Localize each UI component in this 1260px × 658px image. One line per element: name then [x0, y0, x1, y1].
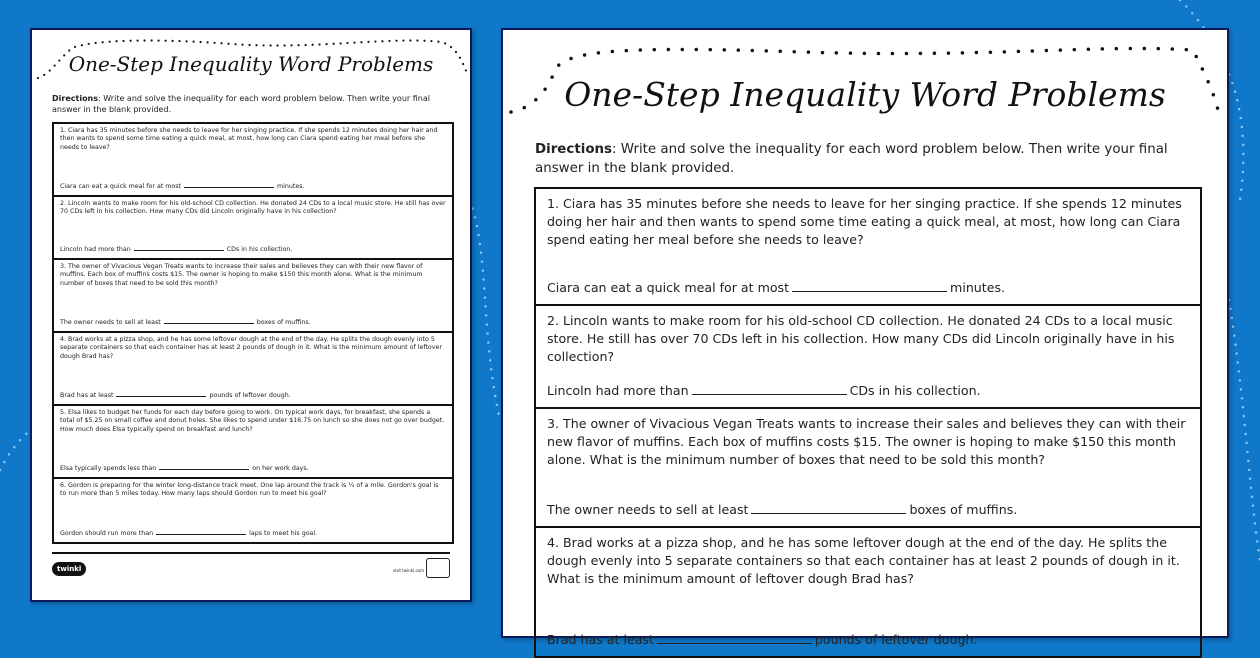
questions-table: [52, 122, 454, 544]
questions-table: [534, 187, 1202, 658]
answer-blank[interactable]: [792, 290, 947, 292]
worksheet-preview-zoomed[interactable]: [501, 28, 1229, 647]
worksheet-title: One-Step Inequality Word Problems: [68, 52, 434, 76]
answer-prefix: Lincoln had more than: [547, 383, 689, 398]
question-row: [54, 197, 452, 260]
answer-blank[interactable]: [184, 186, 274, 188]
answer-prefix: The owner needs to sell at least: [547, 502, 749, 517]
answer-line: [547, 631, 977, 649]
question-text: 1. Ciara has 35 minutes before she needs to leave for her singing practice. If she spends 12 minutes doing her hair and then wants to spend some time eating a quick meal, at most, how long can Ciara spend eating her meal before she needs to leave?: [60, 127, 438, 151]
question-row: [54, 124, 452, 197]
answer-suffix: minutes.: [950, 280, 1006, 295]
answer-blank[interactable]: [657, 642, 812, 644]
answer-prefix: Lincoln had more than: [60, 245, 131, 253]
question-row: [536, 528, 1200, 658]
answer-prefix: Elsa typically spends less than: [60, 464, 157, 472]
question-row: [54, 260, 452, 333]
question-row: [54, 333, 452, 406]
question-text: 1. Ciara has 35 minutes before she needs to leave for her singing practice. If she spends 12 minutes doing her hair and then wants to spend some time eating a quick meal, at most, how long can Ciara spend eating her meal before she needs to leave?: [547, 196, 1182, 247]
directions-text: : Write and solve the inequality for each word problem below. Then write your final answer in the blank provided.: [52, 94, 430, 114]
question-text: 4. Brad works at a pizza shop, and he has some leftover dough at the end of the day. He splits the dough evenly into 5 separate containers so that each container has at least 2 pounds of dough in it. What is the minimum amount of leftover dough Brad has?: [60, 336, 442, 360]
question-text: 6. Gordon is preparing for the winter long-distance track meet. One lap around the track is ¼ of a mile. Gordon's goal is to run more than 5 miles today. How many laps should Gordon run to meet his goal?: [60, 482, 439, 498]
directions-label: Directions: [52, 94, 99, 103]
page-footer: [52, 552, 450, 573]
question-text: 5. Elsa likes to budget her funds for each day before going to work. On typical work days, for breakfast, she spends a total of $5.25 on small coffee and donut holes. She likes to spend under $16.75 on lunch so she does not go over budget. How much does Elsa typically spend on breakfast and lunch?: [60, 409, 445, 433]
answer-line: [60, 465, 309, 473]
answer-suffix: CDs in his collection.: [849, 383, 981, 398]
worksheet-preview-thumbnail[interactable]: [30, 28, 472, 602]
directions-label: Directions: [535, 142, 613, 157]
twinkl-logo: twinkl: [52, 562, 86, 576]
answer-suffix: on her work days.: [252, 464, 309, 472]
answer-prefix: Brad has at least: [547, 632, 654, 647]
answer-prefix: Ciara can eat a quick meal for at most: [60, 182, 182, 190]
worksheet-title: One-Step Inequality Word Problems: [564, 75, 1166, 114]
answer-blank[interactable]: [116, 395, 206, 397]
answer-prefix: The owner needs to sell at least: [60, 318, 161, 326]
question-text: 3. The owner of Vivacious Vegan Treats wants to increase their sales and believes they can with their new flavor of muffins. Each box of muffins costs $15. The owner is hoping to make $150 this month alone. What is the minimum number of boxes that need to be sold this month?: [547, 416, 1186, 467]
question-row: [536, 409, 1200, 528]
directions-text: : Write and solve the inequality for each word problem below. Then write your final answer in the blank provided.: [535, 142, 1168, 176]
answer-blank[interactable]: [164, 322, 254, 324]
answer-suffix: pounds of leftover dough.: [814, 632, 978, 647]
answer-line: [60, 246, 292, 254]
answer-line: [547, 279, 1005, 297]
directions: [52, 94, 450, 116]
answer-line: [60, 530, 317, 538]
answer-line: [60, 392, 291, 400]
answer-prefix: Gordon should run more than: [60, 529, 154, 537]
visit-link-text: visit twinkl.com: [392, 568, 424, 573]
answer-suffix: pounds of leftover dough.: [209, 391, 291, 399]
answer-blank[interactable]: [134, 249, 224, 251]
answer-line: [60, 319, 311, 327]
directions: [535, 140, 1187, 178]
answer-blank[interactable]: [156, 533, 246, 535]
question-row: [54, 406, 452, 479]
question-text: 3. The owner of Vivacious Vegan Treats wants to increase their sales and believes they can with their new flavor of muffins. Each box of muffins costs $15. The owner is hoping to make $150 this month alone. What is the minimum number of boxes that need to be sold this month?: [60, 263, 423, 287]
answer-blank[interactable]: [159, 468, 249, 470]
question-text: 2. Lincoln wants to make room for his old-school CD collection. He donated 24 CDs to a local music store. He still has over 70 CDs left in his collection. How many CDs did Lincoln originally have in his collection?: [60, 200, 446, 216]
question-row: [536, 189, 1200, 306]
answer-line: [60, 183, 305, 191]
answer-suffix: minutes.: [277, 182, 305, 190]
answer-blank[interactable]: [751, 512, 906, 514]
answer-suffix: CDs in his collection.: [226, 245, 293, 253]
question-text: 2. Lincoln wants to make room for his old-school CD collection. He donated 24 CDs to a local music store. He still has over 70 CDs left in his collection. How many CDs did Lincoln originally have in his collection?: [547, 313, 1175, 364]
quality-badge-icon: [426, 558, 450, 578]
answer-blank[interactable]: [692, 393, 847, 395]
answer-line: [547, 382, 981, 400]
question-text: 4. Brad works at a pizza shop, and he has some leftover dough at the end of the day. He splits the dough evenly into 5 separate containers so that each container has at least 2 pounds of dough in it. What is the minimum amount of leftover dough Brad has?: [547, 535, 1180, 586]
answer-prefix: Brad has at least: [60, 391, 114, 399]
question-row: [54, 479, 452, 544]
answer-suffix: laps to meet his goal.: [249, 529, 318, 537]
answer-line: [547, 501, 1017, 519]
answer-suffix: boxes of muffins.: [909, 502, 1018, 517]
question-row: [536, 306, 1200, 409]
answer-suffix: boxes of muffins.: [256, 318, 311, 326]
answer-prefix: Ciara can eat a quick meal for at most: [547, 280, 790, 295]
